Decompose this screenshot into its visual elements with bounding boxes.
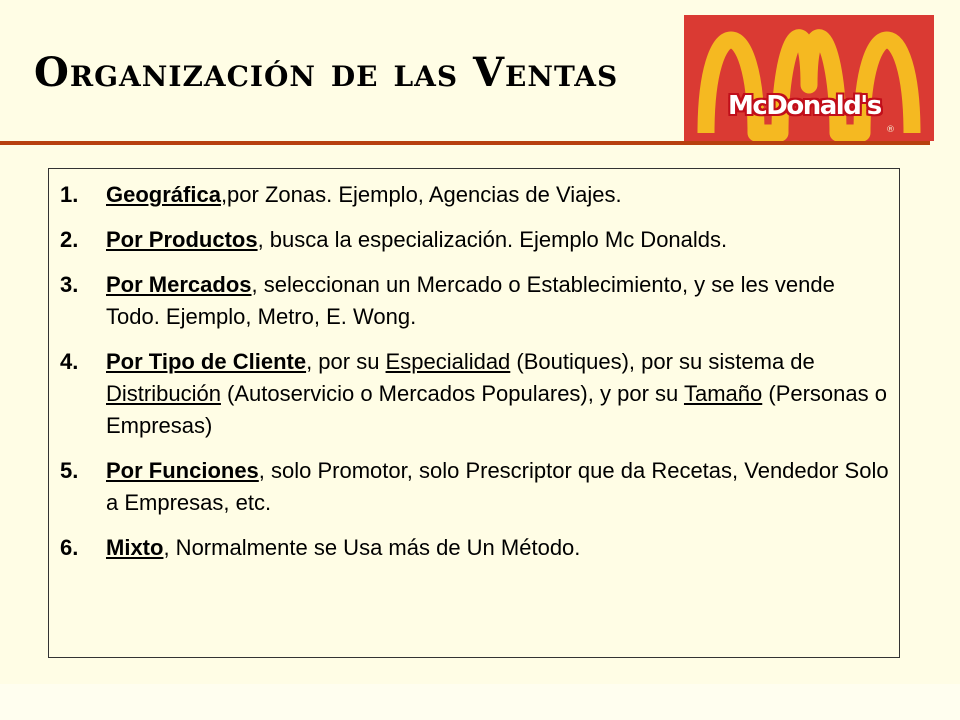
item-number: 5. [60,458,79,483]
item-text [106,532,890,564]
item-text [106,269,890,333]
title-divider [0,141,930,145]
item-term: Mixto [106,535,164,560]
item-description: ,por Zonas. Ejemplo, Agencias de Viajes. [220,182,622,207]
item-text [106,455,890,519]
item-term: Por Funciones [106,458,259,483]
golden-arches-icon [684,15,934,141]
item-description-part: , por su [306,349,386,374]
item-description-part: (Boutiques), por su sistema de [510,349,815,374]
item-description-part: (Personas o Empresas) [106,381,887,438]
item-term: Por Tipo de Cliente [106,349,307,374]
item-description: , busca la especialización. Ejemplo Mc Donalds. [257,227,728,252]
item-description: , seleccionan un Mercado o Establecimiento, y se les vende Todo. Ejemplo, Metro, E. Wong. [106,272,835,329]
list-item-2 [60,224,890,256]
item-number: 4. [60,349,79,374]
item-number: 1. [60,182,79,207]
item-number: 6. [60,535,79,560]
content-box [48,168,900,658]
slide-title: Organización de las Ventas [34,49,619,96]
underlined-term-tamano: Tamaño [683,381,763,406]
item-description-part: (Autoservicio o Mercados Populares), y por su [220,381,684,406]
footer-band [0,684,960,720]
logo-wordmark: McDonald's [728,91,881,121]
list-item-6 [60,532,890,564]
item-description: , solo Promotor, solo Prescriptor que da Recetas, Vendedor Solo a Empresas, etc. [106,458,889,515]
underlined-term-especialidad: Especialidad [385,349,511,374]
sales-organization-list [60,179,890,577]
list-item-3 [60,269,890,333]
underlined-term-distribucion: Distribución [106,381,221,406]
item-term: Geográfica [106,182,221,207]
item-term: Por Productos [106,227,258,252]
item-number: 2. [60,227,79,252]
list-item-1 [60,179,890,211]
item-number: 3. [60,272,79,297]
list-item-5 [60,455,890,519]
item-text [106,224,890,256]
item-description: , Normalmente se Usa más de Un Método. [163,535,581,560]
registered-mark: ® [886,125,895,135]
item-text [106,346,890,442]
mcdonalds-logo [684,15,934,141]
item-text [106,179,890,211]
list-item-4 [60,346,890,442]
item-term: Por Mercados [106,272,252,297]
